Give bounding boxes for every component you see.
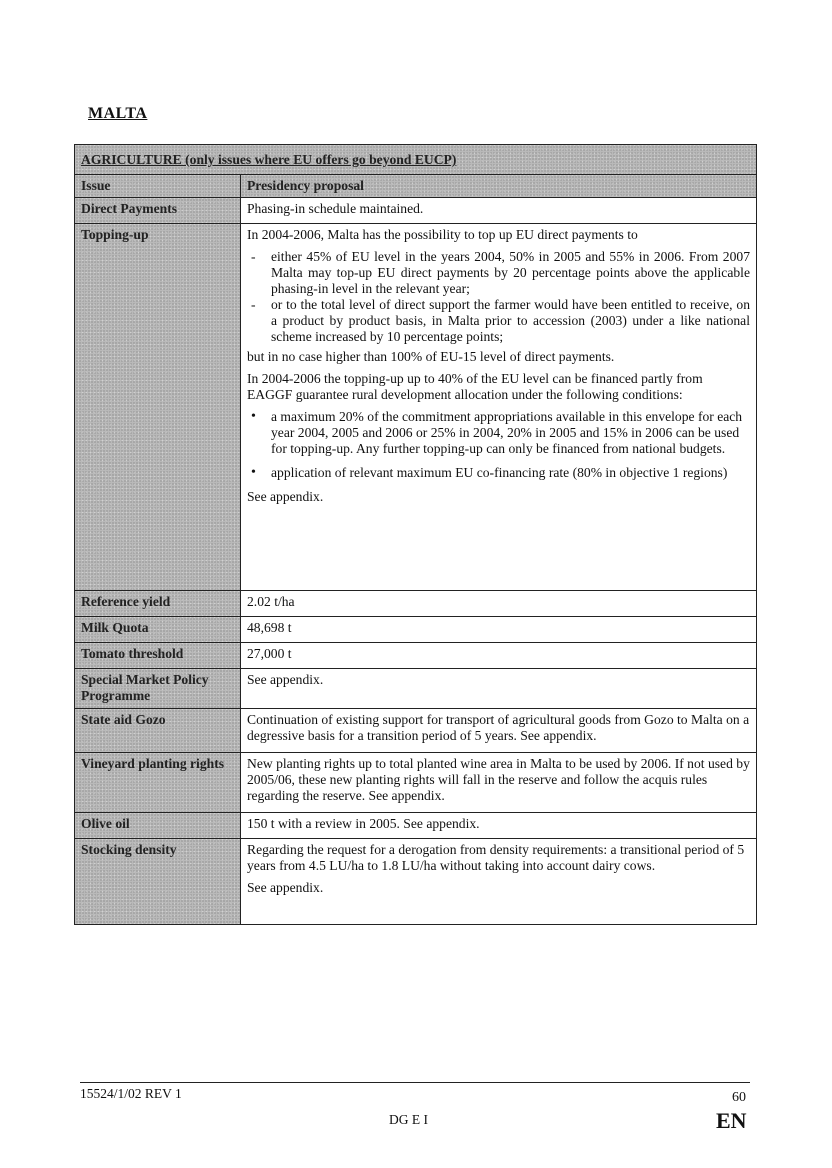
proposal-cell: 150 t with a review in 2005. See appendix. bbox=[241, 813, 757, 839]
list-item: • a maximum 20% of the commitment appropriations available in this envelope for each year 2004, 2005 and 2006 or 25% in 2004, 20% in 2005 and 15% in 2006 can be used for topping-up. Any further topping-up can only be financed from national budgets. bbox=[247, 409, 750, 457]
list-item: • application of relevant maximum EU co-financing rate (80% in objective 1 regions) bbox=[247, 465, 750, 481]
issue-cell: Vineyard planting rights bbox=[75, 753, 241, 813]
column-header-proposal bbox=[241, 175, 757, 198]
financing-conditions bbox=[247, 409, 750, 481]
table-row bbox=[75, 224, 757, 591]
list-item: - either 45% of EU level in the years 2004, 50% in 2005 and 55% in 2006. From 2007 Malta may top-up EU direct payments by 20 percentage points above the applicable phasing-in level in the relevant year; bbox=[247, 249, 750, 297]
agriculture-table bbox=[74, 144, 757, 925]
proposal-cell: 2.02 t/ha bbox=[241, 591, 757, 617]
proposal-cell: Continuation of existing support for transport of agricultural goods from Gozo to Malta on a degressive basis for a transition period of 5 years. See appendix. bbox=[241, 709, 757, 753]
issue-cell: Reference yield bbox=[75, 591, 241, 617]
page-heading: MALTA bbox=[88, 105, 148, 122]
table-row bbox=[75, 643, 757, 669]
table-row bbox=[75, 839, 757, 925]
page-number: 60 bbox=[732, 1090, 746, 1105]
proposal-cell bbox=[241, 839, 757, 925]
issue-cell: Tomato threshold bbox=[75, 643, 241, 669]
list-item: - or to the total level of direct support the farmer would have been entitled to receive, on a product by product basis, in Malta prior to accession (2003) under a like national scheme increased by 10 percentage points; bbox=[247, 297, 750, 345]
issue-cell: Stocking density bbox=[75, 839, 241, 925]
proposal-cell: 27,000 t bbox=[241, 643, 757, 669]
column-header-proposal-text: Presidency proposal bbox=[247, 178, 364, 193]
topping-up-limit: but in no case higher than 100% of EU-15 level of direct payments. bbox=[247, 349, 615, 364]
issue-cell: Topping-up bbox=[75, 224, 241, 591]
proposal-cell: Phasing-in schedule maintained. bbox=[241, 198, 757, 224]
proposal-cell: 48,698 t bbox=[241, 617, 757, 643]
footer-divider bbox=[80, 1082, 750, 1083]
table-row bbox=[75, 753, 757, 813]
topping-up-options bbox=[247, 249, 750, 345]
topping-up-intro: In 2004-2006, Malta has the possibility to top up EU direct payments to bbox=[247, 227, 638, 242]
table-row bbox=[75, 813, 757, 839]
table-title bbox=[75, 145, 757, 175]
proposal-cell: See appendix. bbox=[241, 669, 757, 709]
document-reference: 15524/1/02 REV 1 bbox=[80, 1086, 182, 1101]
table-row bbox=[75, 591, 757, 617]
table-title-text: AGRICULTURE (only issues where EU offers go beyond EUCP) bbox=[81, 152, 457, 167]
issue-cell: Olive oil bbox=[75, 813, 241, 839]
proposal-cell bbox=[241, 224, 757, 591]
issue-cell: Direct Payments bbox=[75, 198, 241, 224]
table-row bbox=[75, 198, 757, 224]
stocking-density-text: Regarding the request for a derogation from density requirements: a transitional period of 5 years from 4.5 LU/ha to 1.8 LU/ha without taking into account dairy cows. bbox=[247, 842, 745, 873]
table-row bbox=[75, 669, 757, 709]
language-code: EN bbox=[716, 1108, 747, 1133]
table-row bbox=[75, 709, 757, 753]
see-appendix: See appendix. bbox=[247, 489, 324, 504]
proposal-cell: New planting rights up to total planted wine area in Malta to be used by 2006. If not used by 2005/06, these new planting rights will fall in the reserve and follow the acquis rules regarding the reserve. See appendix. bbox=[241, 753, 757, 813]
see-appendix: See appendix. bbox=[247, 880, 324, 895]
issue-cell: Special Market Policy Programme bbox=[75, 669, 241, 709]
topping-up-financing: In 2004-2006 the topping-up up to 40% of the EU level can be financed partly from EAGGF guarantee rural development allocation under the following conditions: bbox=[247, 371, 703, 402]
issue-cell: State aid Gozo bbox=[75, 709, 241, 753]
column-header-issue bbox=[75, 175, 241, 198]
directorate-label: DG E I bbox=[389, 1112, 428, 1127]
column-header-issue-text: Issue bbox=[81, 178, 111, 193]
issue-cell: Milk Quota bbox=[75, 617, 241, 643]
table-row bbox=[75, 617, 757, 643]
